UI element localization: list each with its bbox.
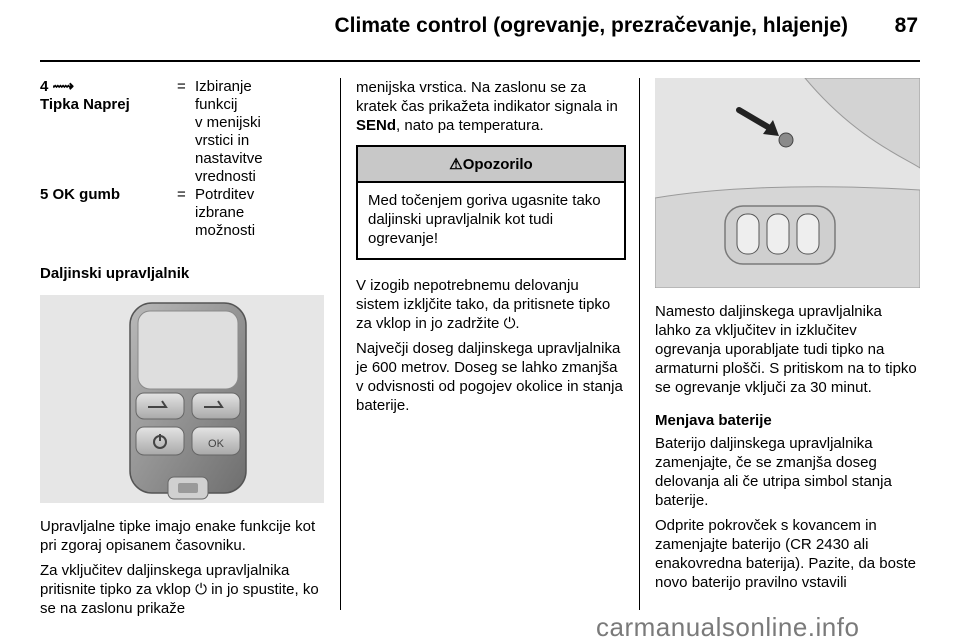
column-3: [655, 78, 920, 598]
definition-term: Tipka Naprej: [40, 96, 130, 113]
column-2: [356, 78, 626, 421]
paragraph: Odprite pokrovček s kovancem in zamenjajte baterijo (CR 2430 ali enakovredna baterija). Pazite, da boste novo baterijo pravilno vstavili: [655, 517, 916, 591]
remote-control-drawing: [40, 295, 324, 503]
column-1: [40, 78, 325, 624]
definition-desc-line: Potrditev: [195, 186, 255, 203]
definition-row-ok: [40, 186, 325, 240]
dashboard-drawing: [655, 78, 920, 288]
watermark: carmanualsonline.info: [596, 612, 860, 642]
dashboard-button-illustration: [655, 78, 920, 288]
paragraph: Največji doseg daljinskega upravljalnika je 600 metrov. Doseg se lahko zmanjša v odvisnosti od pogojev okolice in stanja baterije.: [356, 340, 623, 414]
paragraph: Upravljalne tipke imajo enake funkcije kot pri zgoraj opisanem časovniku.: [40, 518, 316, 554]
section-heading-remote: Daljinski upravljalnik: [40, 265, 190, 282]
definition-desc-line: vrstici in: [195, 132, 250, 149]
column-divider: [639, 78, 640, 610]
paragraph: V izogib nepotrebnemu delovanju sistem izkljčite tako, da pritisnete tipko za vklop in jo zadržite ⏻.: [356, 277, 611, 332]
column-divider: [340, 78, 341, 610]
definition-desc-line: v menijski: [195, 114, 261, 131]
definition-desc-line: funkcij: [195, 96, 238, 113]
definition-equals: =: [177, 186, 186, 203]
definition-desc-line: možnosti: [195, 222, 256, 239]
page-number: 87: [894, 14, 918, 37]
page-title: Climate control (ogrevanje, prezračevanje, hlajenje): [334, 14, 848, 37]
paragraph: Namesto daljinskega upravljalnika lahko za vključitev in izklučitev ogrevanja uporabljate tudi tipko na armaturni plošči. S pritiskom na to tipko se ogrevanje vključi za 30 minut.: [655, 303, 917, 396]
paragraph: Baterijo daljinskega upravljalnika zamenjajte, če se zmanjša doseg delovanja ali če utripa simbol stanja baterije.: [655, 435, 892, 509]
warning-title: ⚠Opozorilo: [358, 147, 624, 183]
send-indicator-text: SENd: [356, 117, 397, 134]
definition-desc-line: nastavitve: [195, 150, 263, 167]
section-heading-battery: Menjava baterije: [655, 412, 772, 429]
ok-button-label: OK: [208, 438, 224, 450]
definition-equals: =: [177, 78, 186, 95]
header-rule: [40, 60, 920, 62]
definition-desc-line: Izbiranje: [195, 78, 252, 95]
paragraph: Za vključitev daljinskega upravljalnika pritisnite tipko za vklop ⏻ in jo spustite, ko se na zaslonu prikaže: [40, 562, 319, 617]
definition-row-forward: [40, 78, 325, 186]
definition-desc-line: vrednosti: [195, 168, 256, 185]
remote-control-illustration: [40, 295, 324, 503]
definition-term-number: 4 ⟿: [40, 78, 75, 95]
definition-desc-line: izbrane: [195, 204, 245, 221]
warning-box: [356, 145, 626, 260]
warning-text: Med točenjem goriva ugasnite tako daljinski upravljalnik kot tudi ogrevanje!: [368, 192, 601, 247]
paragraph: menijska vrstica. Na zaslonu se za kratek čas prikažeta indikator signala in SENd, nato pa temperatura.: [356, 79, 618, 134]
definition-term: 5 OK gumb: [40, 186, 121, 203]
